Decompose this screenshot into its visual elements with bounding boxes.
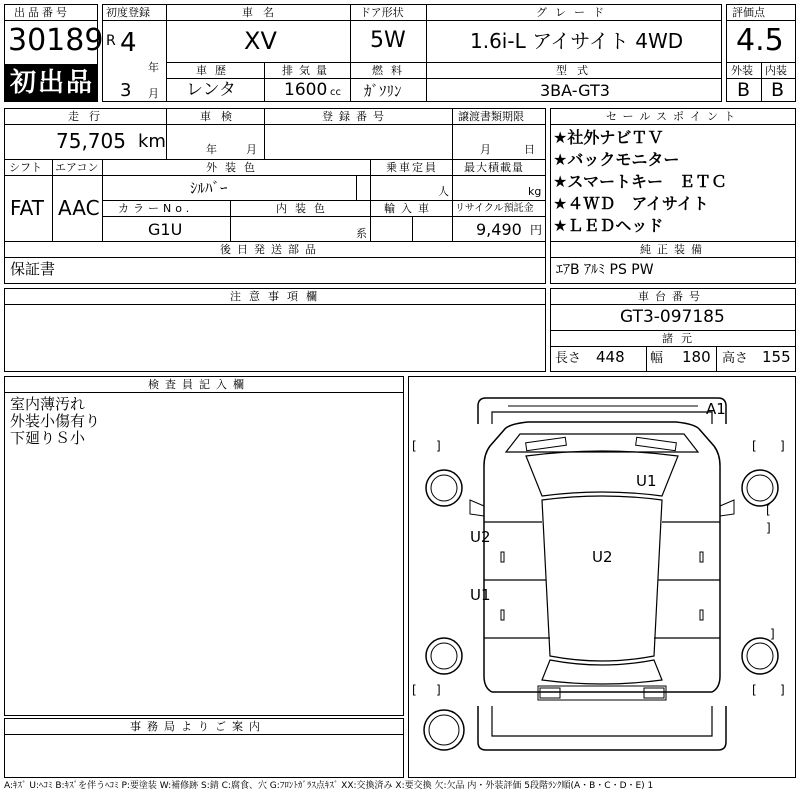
grade-label: グレード: [536, 6, 612, 19]
height-label: 高さ: [722, 351, 749, 366]
mark-a1-front: A1: [706, 400, 726, 418]
recycle-value: 9,490: [476, 220, 522, 239]
door-label: ドア形状: [360, 6, 404, 19]
int-color-unit: 系: [356, 227, 367, 240]
fuel-label: 燃料: [372, 64, 410, 77]
history-value: レンタ: [186, 80, 236, 100]
svg-text:]: ]: [770, 627, 775, 641]
grade-value: 1.6i-L アイサイト 4WD: [470, 29, 684, 53]
svg-text:[: [: [412, 683, 417, 697]
first-reg-month-unit: 月: [148, 87, 159, 100]
score-label: 評価点: [732, 6, 765, 19]
damage-diagram: [408, 376, 796, 778]
sales-point-1: ★社外ナビＴＶ: [553, 128, 664, 147]
first-reg-month: 3: [120, 80, 132, 101]
legend: A:ｷｽﾞ U:ﾍｺﾐ B:ｷｽﾞを伴うﾍｺﾐ P:要塗装 W:補修跡 S:錆 C:腐食、穴 G:ﾌﾛﾝﾄｶﾞﾗｽ点ｷｽﾞ XX:交換済み X:要交換 欠:欠品 内・外装評価 5段階ﾗﾝｸ順(A・B・C・D・E) 1: [4, 781, 654, 791]
car-name-value: XV: [244, 27, 277, 55]
ext-score-value: B: [737, 79, 751, 101]
model-value: 3BA-GT3: [540, 81, 610, 100]
sales-point-4: ★４ＷＤ アイサイト: [553, 194, 709, 213]
notes-label: 注意事項欄: [230, 290, 325, 303]
inspector-label: 検査員記入欄: [148, 378, 250, 391]
first-reg-year: 4: [120, 28, 137, 58]
svg-text:]: ]: [436, 683, 441, 697]
first-reg-year-unit: 年: [148, 61, 159, 74]
int-score-label: 内装: [765, 64, 787, 77]
svg-text:]: ]: [766, 521, 771, 535]
color-no-value: G1U: [148, 220, 183, 239]
dims-label: 諸元: [662, 332, 700, 345]
mark-u2-roof: U2: [592, 548, 613, 566]
later-parts-value: 保証書: [10, 260, 56, 278]
import-label: 輸入車: [384, 202, 435, 215]
height-value: 155: [762, 348, 791, 366]
ext-score-label: 外装: [731, 64, 753, 77]
score-value: 4.5: [736, 23, 784, 58]
mileage-label: 走行: [68, 110, 110, 123]
model-label: 型式: [556, 64, 598, 77]
displacement-value: 1600: [284, 80, 328, 100]
chassis-label: 車台番号: [638, 290, 706, 303]
mileage-unit: km: [138, 131, 166, 152]
sales-point-5: ★ＬＥＤヘッド: [553, 216, 664, 235]
transfer-day-unit: 日: [524, 143, 535, 156]
displacement-unit: cc: [330, 87, 341, 98]
transfer-label: 譲渡書類期限: [458, 110, 524, 123]
door-value: 5W: [370, 28, 406, 53]
svg-text:[: [: [412, 439, 417, 453]
length-label: 長さ: [555, 351, 582, 366]
ext-color-label: 外装色: [206, 161, 263, 174]
int-score-value: B: [771, 79, 785, 101]
mark-u1-left-rear-door: U1: [470, 586, 491, 604]
lot-number: 30189: [8, 23, 104, 58]
ext-color-value: ｼﾙﾊﾞｰ: [190, 179, 228, 197]
svg-text:[: [: [752, 439, 757, 453]
later-parts-label: 後日発送部品: [220, 243, 322, 256]
inspector-note-3: 下廻りＳ小: [10, 429, 86, 447]
inspection-year-unit: 年: [206, 143, 217, 156]
recycle-unit: 円: [530, 223, 543, 237]
capacity-label: 乗車定員: [386, 161, 438, 174]
first-reg-era: R: [106, 33, 116, 49]
sales-point-3: ★スマートキー ＥＴＣ: [553, 172, 728, 191]
aircon-value: AAC: [58, 196, 100, 220]
inspector-note-2: 外装小傷有り: [10, 412, 101, 430]
shift-label: シフト: [9, 161, 42, 174]
svg-text:]: ]: [436, 439, 441, 453]
lot-label: 出品番号: [14, 6, 70, 19]
length-value: 448: [596, 348, 625, 366]
equipment-label: 純正装備: [640, 243, 708, 256]
displacement-label: 排気量: [282, 64, 333, 77]
mark-u1-hood: U1: [636, 472, 657, 490]
svg-text:[: [: [766, 503, 771, 517]
office-label: 事務局よりご案内: [130, 720, 266, 733]
capacity-unit: 人: [438, 185, 449, 198]
fuel-value: ｶﾞｿﾘﾝ: [364, 82, 402, 100]
shift-value: FAT: [10, 196, 45, 220]
svg-text:[: [: [752, 683, 757, 697]
aircon-label: エアコン: [55, 161, 99, 174]
chassis-value: GT3-097185: [620, 307, 725, 327]
inspection-label: 車検: [200, 110, 242, 123]
sales-point-2: ★バックモニター: [553, 150, 680, 169]
int-color-label: 内装色: [276, 202, 333, 215]
mark-u2-left-front-door: U2: [470, 528, 491, 546]
inspection-month-unit: 月: [246, 143, 257, 156]
max-load-label: 最大積載量: [464, 161, 524, 174]
svg-text:]: ]: [780, 683, 785, 697]
first-listing-text: 初出品: [10, 68, 95, 98]
svg-text:]: ]: [780, 439, 785, 453]
history-label: 車歴: [196, 64, 234, 77]
equipment-value: ｴｱB ｱﾙﾐ PS PW: [556, 262, 654, 278]
width-label: 幅: [650, 351, 664, 366]
first-reg-label: 初度登録: [106, 6, 150, 19]
width-value: 180: [682, 348, 711, 366]
recycle-label: リサイクル預託金: [455, 203, 534, 214]
mileage-value: 75,705: [56, 129, 126, 153]
sales-points-label: セールスポイント: [606, 110, 742, 123]
color-no-label: カラーNo.: [118, 202, 194, 215]
transfer-month-unit: 月: [480, 143, 491, 156]
inspector-note-1: 室内薄汚れ: [10, 395, 86, 413]
registration-label: 登録番号: [322, 110, 390, 123]
max-load-unit: kg: [528, 185, 542, 198]
car-name-label: 車名: [242, 6, 284, 19]
